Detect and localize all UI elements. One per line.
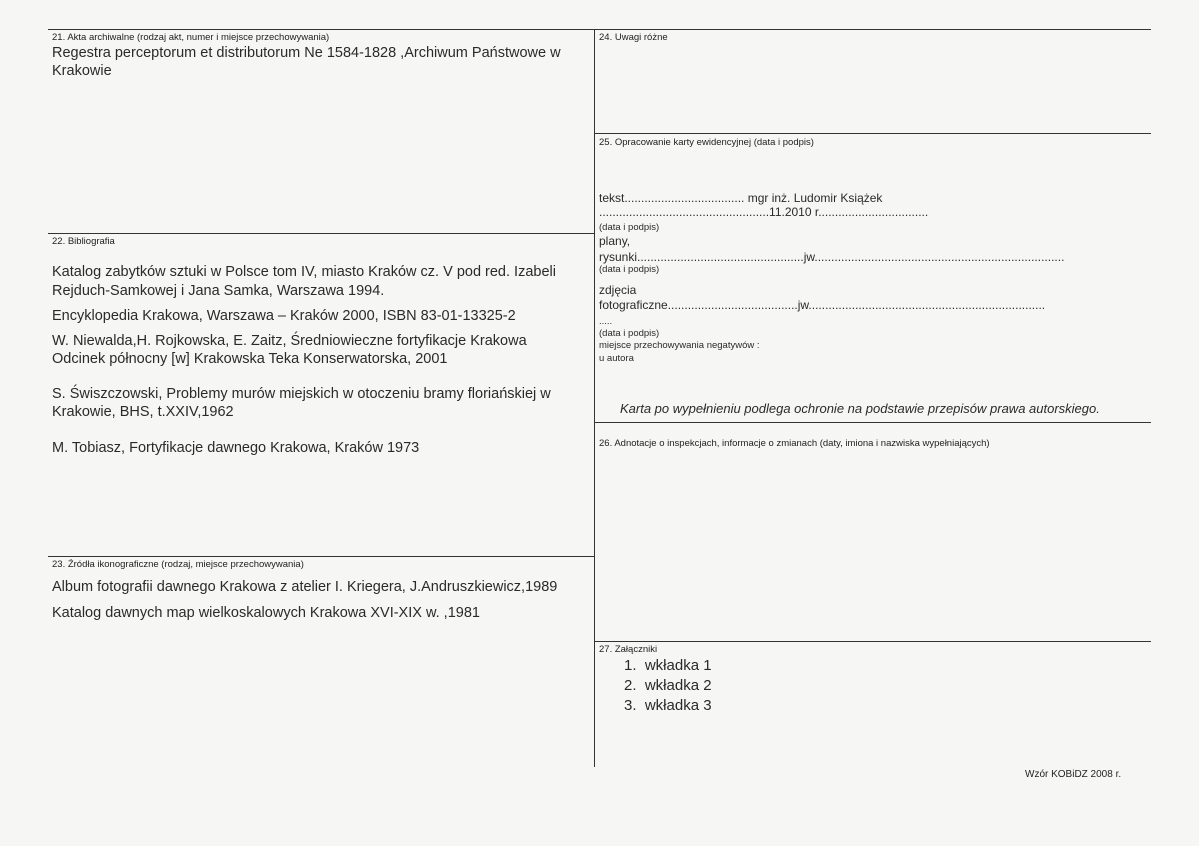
negatives-storage-label: miejsce przechowywania negatywów : bbox=[599, 340, 760, 351]
plans-label: plany, bbox=[599, 234, 631, 248]
bibliography-entry: Katalog zabytków sztuki w Polsce tom IV, miasto Kraków cz. V pod red. Izabeli bbox=[52, 264, 556, 280]
bibliography-entry: W. Niewalda,H. Rojkowska, E. Zaitz, Średniowieczne fortyfikacje Krakowa bbox=[52, 333, 527, 349]
divider-26-27 bbox=[594, 641, 1151, 642]
divider-25-26 bbox=[594, 422, 1151, 423]
divider-21-22 bbox=[48, 233, 594, 234]
section-25-label: 25. Opracowanie karty ewidencyjnej (data i podpis) bbox=[599, 137, 814, 148]
section-22-label: 22. Bibliografia bbox=[52, 236, 115, 247]
section-23-line-1: Album fotografii dawnego Krakowa z atelier I. Kriegera, J.Andruszkiewicz,1989 bbox=[52, 579, 558, 595]
section-21-label: 21. Akta archiwalne (rodzaj akt, numer i miejsce przechowywania) bbox=[52, 32, 330, 43]
section-27-label: 27. Załączniki bbox=[599, 644, 658, 655]
date-line: ...................................................11.2010 r................................. bbox=[599, 205, 929, 219]
bibliography-entry: Krakowie, BHS, t.XXIV,1962 bbox=[52, 404, 234, 420]
text-author-line: tekst.................................... mgr inż. Ludomir Książek bbox=[599, 191, 883, 205]
section-23-label: 23. Źródła ikonograficzne (rodzaj, miejsce przechowywania) bbox=[52, 559, 304, 570]
photos-label: zdjęcia bbox=[599, 283, 637, 297]
top-border bbox=[48, 29, 1151, 30]
bibliography-entry: Encyklopedia Krakowa, Warszawa – Kraków 2000, ISBN 83-01-13325-2 bbox=[52, 308, 516, 324]
section-21-line-2: Krakowie bbox=[52, 63, 112, 79]
copyright-notice: Karta po wypełnieniu podlega ochronie na podstawie przepisów prawa autorskiego. bbox=[620, 401, 1100, 416]
date-signature-caption: (data i podpis) bbox=[599, 328, 660, 339]
form-template-footer: Wzór KOBiDZ 2008 r. bbox=[1025, 769, 1122, 780]
attachment-item: 2. wkładka 2 bbox=[624, 677, 712, 694]
date-signature-caption: (data i podpis) bbox=[599, 264, 660, 275]
section-21-line-1: Regestra perceptorum et distributorum Ne 1584-1828 ,Archiwum Państwowe w bbox=[52, 45, 561, 61]
bibliography-entry: Rejduch-Samkowej i Jana Samka, Warszawa 1994. bbox=[52, 283, 385, 299]
dots-line: ..... bbox=[599, 316, 613, 327]
attachment-item: 1. wkładka 1 bbox=[624, 657, 712, 674]
section-26-label: 26. Adnotacje o inspekcjach, informacje o zmianach (daty, imiona i nazwiska wypełniających) bbox=[599, 438, 990, 449]
bibliography-entry: Odcinek północny [w] Krakowska Teka Konserwatorska, 2001 bbox=[52, 351, 448, 367]
bibliography-entry: M. Tobiasz, Fortyfikacje dawnego Krakowa, Kraków 1973 bbox=[52, 440, 420, 456]
center-divider bbox=[594, 29, 595, 767]
negatives-storage-value: u autora bbox=[599, 353, 634, 364]
section-24-label: 24. Uwagi różne bbox=[599, 32, 668, 43]
photos-line: fotograficzne.......................................jw....................................................................... bbox=[599, 298, 1046, 312]
divider-22-23 bbox=[48, 556, 594, 557]
divider-24-25 bbox=[594, 133, 1151, 134]
attachment-item: 3. wkładka 3 bbox=[624, 697, 712, 714]
drawings-line: rysunki..................................................jw........................................................................... bbox=[599, 250, 1065, 264]
bibliography-entry: S. Świszczowski, Problemy murów miejskich w otoczeniu bramy floriańskiej w bbox=[52, 386, 551, 402]
date-signature-caption: (data i podpis) bbox=[599, 222, 660, 233]
section-23-line-2: Katalog dawnych map wielkoskalowych Krakowa XVI-XIX w. ,1981 bbox=[52, 605, 480, 621]
